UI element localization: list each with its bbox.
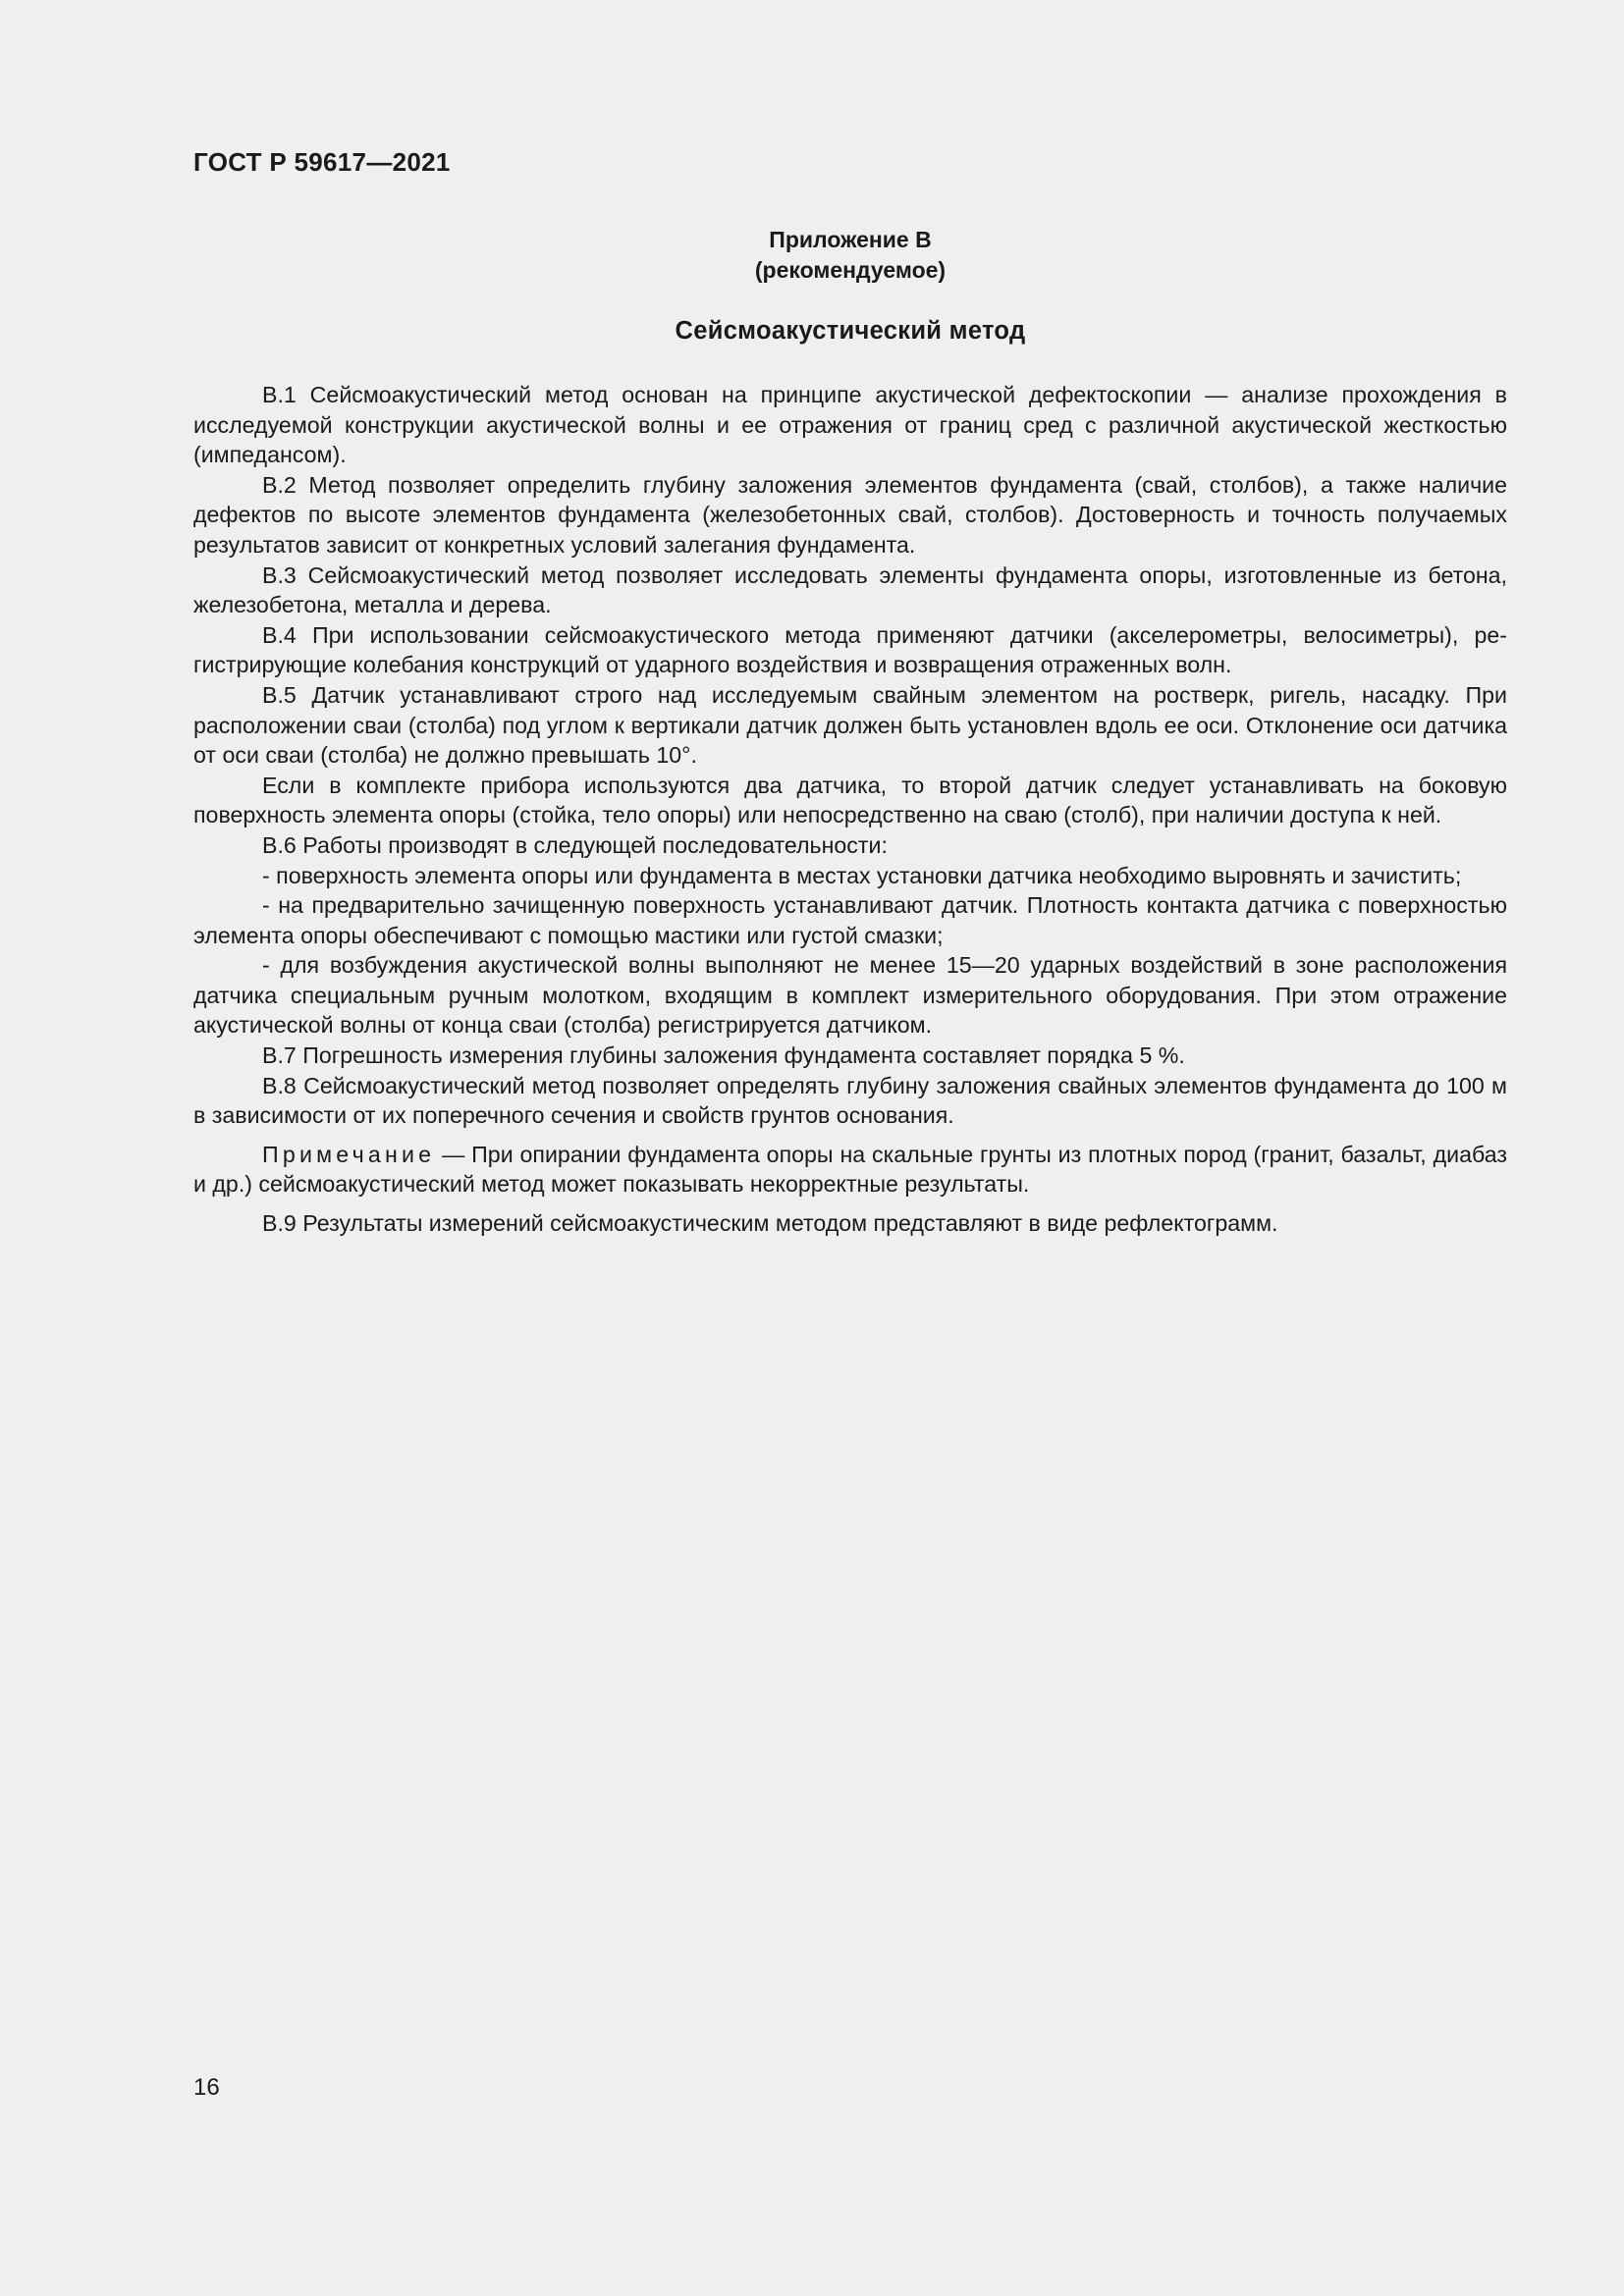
paragraph-b7: В.7 Погрешность измерения глубины заложения фундамента составляет порядка 5 %. xyxy=(262,1042,1185,1069)
paragraph-two-sensors: Если в комплекте прибора используются два датчика, то второй датчик следует устанавливать на боковую поверхность элемента опоры (стойка, тело опоры) или непосредственно на сваю (столб), при наличии доступа к ней. xyxy=(193,772,1507,828)
paragraph-b3: В.3 Сейсмоакустический метод позволяет исследовать элементы фундамента опоры, изготовленные из бетона, железобетона, металла и дерева. xyxy=(193,561,1507,618)
document-code: ГОСТ Р 59617—2021 xyxy=(193,147,451,177)
paragraph-b1: В.1 Сейсмоакустический метод основан на принципе акустической дефектоскопии — анализе прохождения в исследуемой конструкции акустической волны и ее отражения от границ сред с различной акустической жесткостью (импедансом). xyxy=(193,382,1507,468)
list-item-surface-prep: - поверхность элемента опоры или фундамента в местах установки датчика необходимо выровнять и зачистить; xyxy=(262,862,1462,888)
paragraph-b2: В.2 Метод позволяет определить глубину заложения элементов фундамента (свай, столбов), а также наличие дефектов по высоте элементов фундамента (железобетонных свай, столбов). Достоверность и точность получаемых результатов зависит от конкретных условий залегания фундамента. xyxy=(193,471,1507,558)
list-item-impact: - для возбуждения акустической волны выполняют не менее 15—20 ударных воздействий в зоне расположения датчика специальным ручным молотком, входящим в комплект измерительного оборудования. При этом отражение акустической волны от конца сваи (столба) регистрируется датчиком. xyxy=(193,952,1507,1039)
paragraph-b5: В.5 Датчик устанавливают строго над исследуемым свайным элементом на ростверк, ригель, насадку. При расположении сваи (столба) под углом к вертикали датчик должен быть установлен вдоль ее оси. Отклонение оси датчика от оси сваи (столба) не должно превышать 10°. xyxy=(193,681,1507,769)
paragraph-b8: В.8 Сейсмоакустический метод позволяет определять глубину заложения свайных элементов фундамента до 100 м в зависимости от их поперечного сечения и свойств грунтов основания. xyxy=(193,1072,1507,1129)
document-body xyxy=(193,380,1507,1239)
note-paragraph xyxy=(193,1140,1507,1200)
note-text: При опирании фундамента опоры на скальные грунты из плотных пород (гранит, базальт, диабаз и др.) сейсмоакустический метод может показывать некорректные результаты. xyxy=(193,1141,1508,1198)
note-label: Примечание xyxy=(262,1141,436,1167)
appendix-label: Приложение В xyxy=(769,227,932,252)
page-number: 16 xyxy=(193,2074,220,2101)
appendix-status: (рекомендуемое) xyxy=(754,257,947,283)
note-dash: — xyxy=(435,1141,472,1167)
section-title: Сейсмоакустический метод xyxy=(675,317,1026,345)
paragraph-b9: В.9 Результаты измерений сейсмоакустическим методом представляют в виде рефлектограмм. xyxy=(262,1210,1278,1237)
paragraph-b6: В.6 Работы производят в следующей последовательности: xyxy=(262,831,888,858)
appendix-heading xyxy=(193,225,1507,286)
list-item-sensor-install: - на предварительно зачищенную поверхность устанавливают датчик. Плотность контакта датчика с поверхностью элемента опоры обеспечивают с помощью мастики или густой смазки; xyxy=(193,892,1507,948)
paragraph-b4: В.4 При использовании сейсмоакустического метода применяют датчики (акселерометры, велосиметры), регистрирующие колебания конструкций от ударного воздействия и возвращения отраженных волн. xyxy=(193,621,1507,678)
